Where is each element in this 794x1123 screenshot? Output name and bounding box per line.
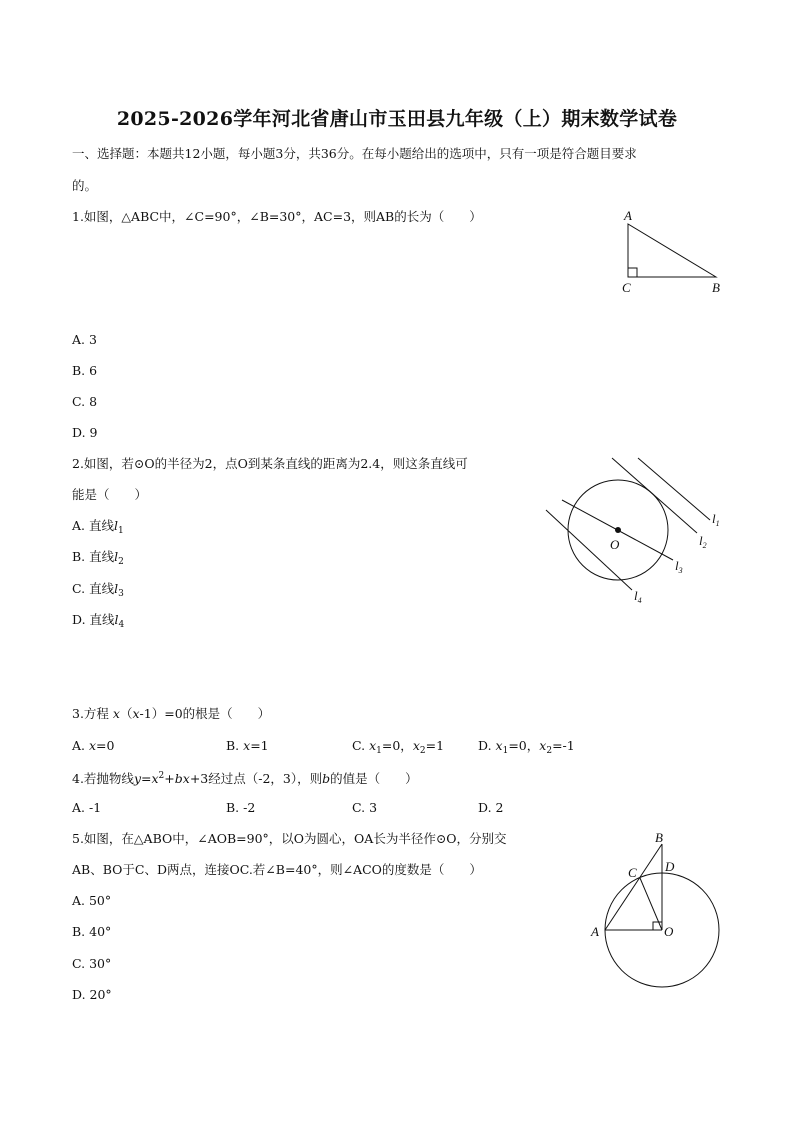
question-1-option-d: D. 9 (72, 425, 98, 440)
question-2-option-a: A. 直线$l_1$ (72, 518, 124, 536)
question-2-stem-line1: 2.如图，若⊙O的半径为2，点O到某条直线的距离为2.4，则这条直线可 (72, 456, 468, 471)
question-1-option-b: B. 6 (72, 363, 98, 378)
section-header-line2: 的。 (72, 178, 98, 193)
label-l4: $l_4$ (634, 588, 642, 605)
question-2-option-b: B. 直线$l_2$ (72, 549, 124, 567)
question-3-option-d: D. $x_1=0$，$x_2=-1$ (478, 738, 575, 756)
line-l1 (638, 458, 710, 520)
question-2-option-d: D. 直线$l_4$ (72, 612, 125, 630)
question-5-option-a: A. 50° (72, 893, 112, 908)
segment-ab (605, 844, 662, 930)
question-3-option-a: A. x=0 (72, 738, 115, 753)
label-d: D (665, 859, 675, 874)
right-angle-mark (628, 268, 637, 277)
question-4-stem: 4.若抛物线$y=x^2+bx+3$经过点（-2，3），则b的值是（ ） (72, 771, 418, 786)
question-2-option-c: C. 直线$l_3$ (72, 581, 124, 599)
question-5-figure (585, 826, 730, 996)
line-l2 (612, 458, 697, 533)
question-4-option-d: D. 2 (478, 800, 504, 815)
label-l1: $l_1$ (712, 511, 720, 528)
label-c: C (628, 865, 637, 880)
question-3-stem: 3.方程 x（x-1）=0的根是（ ） (72, 706, 271, 721)
label-c: C (622, 280, 631, 295)
label-o: O (664, 924, 674, 939)
label-b: B (712, 280, 720, 295)
question-1-figure (610, 205, 740, 300)
question-1-stem: 1.如图，△ABC中，∠C=90°，∠B=30°，AC=3，则AB的长为（ ） (72, 209, 482, 224)
question-1-option-c: C. 8 (72, 394, 98, 409)
question-4-option-b: B. -2 (226, 800, 256, 815)
triangle-abc (628, 224, 716, 277)
question-5-stem-line1: 5.如图，在△ABO中，∠AOB=90°，以O为圆心，OA长为半径作⊙O，分别交 (72, 831, 507, 846)
question-4-option-c: C. 3 (352, 800, 378, 815)
question-5-option-b: B. 40° (72, 924, 112, 939)
question-2-stem-line2: 能是（ ） (72, 487, 148, 502)
label-l3: $l_3$ (675, 558, 683, 575)
question-5-option-c: C. 30° (72, 956, 112, 971)
question-4-option-a: A. -1 (72, 800, 102, 815)
question-3-option-b: B. x=1 (226, 738, 269, 753)
label-a: A (624, 208, 632, 223)
label-b: B (655, 830, 663, 845)
label-a: A (591, 924, 599, 939)
label-o: O (610, 537, 620, 552)
label-l2: $l_2$ (699, 533, 707, 550)
question-5-stem-line2: AB、BO于C、D两点，连接OC.若∠B=40°，则∠ACO的度数是（ ） (72, 862, 482, 877)
question-3-option-c: C. $x_1=0$，$x_2=1$ (352, 738, 445, 756)
question-5-option-d: D. 20° (72, 987, 112, 1002)
question-1-option-a: A. 3 (72, 332, 97, 347)
question-2-figure (540, 450, 740, 615)
page-title: 2025-2026学年河北省唐山市玉田县九年级（上）期末数学试卷 (116, 108, 678, 130)
section-header-line1: 一、选择题：本题共12小题，每小题3分，共36分。在每小题给出的选项中，只有一项是符合题目要求 (72, 146, 637, 161)
